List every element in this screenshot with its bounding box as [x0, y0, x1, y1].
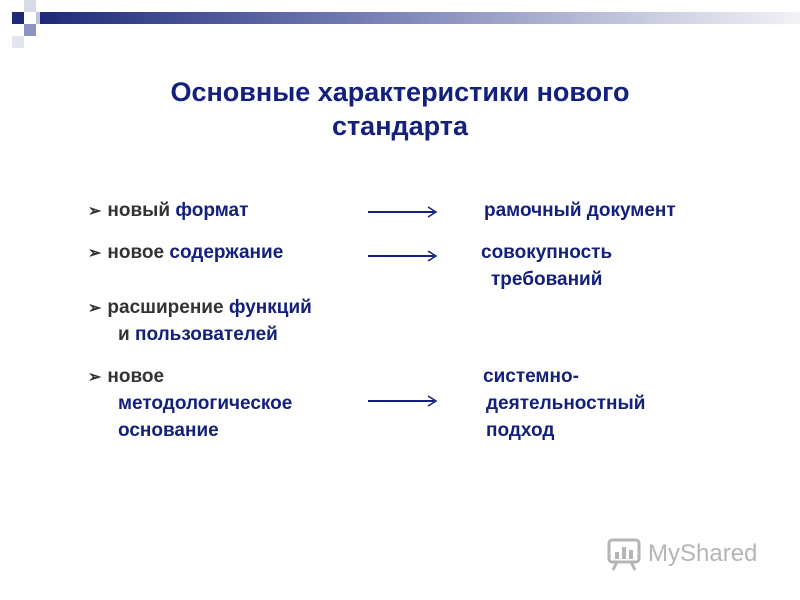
item-text: новое [107, 366, 165, 387]
item-highlight: функций [228, 297, 312, 318]
corner-decoration [0, 0, 60, 50]
bullet-arrow-icon: ➢ [88, 369, 102, 386]
item-text: расширение [107, 297, 224, 318]
item-text: новый [107, 200, 171, 221]
list-item [88, 198, 248, 225]
list-item [88, 364, 164, 391]
right-arrow-icon [368, 205, 440, 219]
item-result-line-2: требований [491, 269, 603, 290]
item-result-line-1: системно- [483, 366, 579, 387]
list-item [88, 295, 312, 322]
header-gradient-bar [40, 12, 800, 24]
bullet-arrow-icon: ➢ [88, 203, 102, 220]
item-highlight: содержание [169, 242, 284, 263]
list-item-continuation [118, 322, 278, 348]
title-line-1: Основные характеристики нового [170, 77, 630, 107]
item-highlight: пользователей [134, 324, 278, 345]
myshared-logo-icon [607, 538, 643, 572]
item-text: новое [107, 242, 165, 263]
right-arrow-icon [368, 394, 440, 408]
item-result-line-1: совокупность [481, 242, 613, 263]
item-result: рамочный документ [484, 200, 676, 221]
item-highlight-line-3: основание [118, 420, 219, 441]
list-item [88, 240, 283, 267]
title-line-2: стандарта [331, 111, 469, 141]
bullet-arrow-icon: ➢ [88, 300, 102, 317]
watermark-text: MyShared [648, 540, 758, 567]
page-title [0, 75, 800, 143]
bullet-arrow-icon: ➢ [88, 245, 102, 262]
right-arrow-icon [368, 249, 440, 263]
item-result-line-2: деятельностный [486, 393, 646, 414]
item-highlight-line-2: методологическое [118, 393, 293, 414]
item-highlight: формат [175, 200, 249, 221]
item-text: и [118, 324, 130, 345]
item-result-line-3: подход [486, 420, 555, 441]
